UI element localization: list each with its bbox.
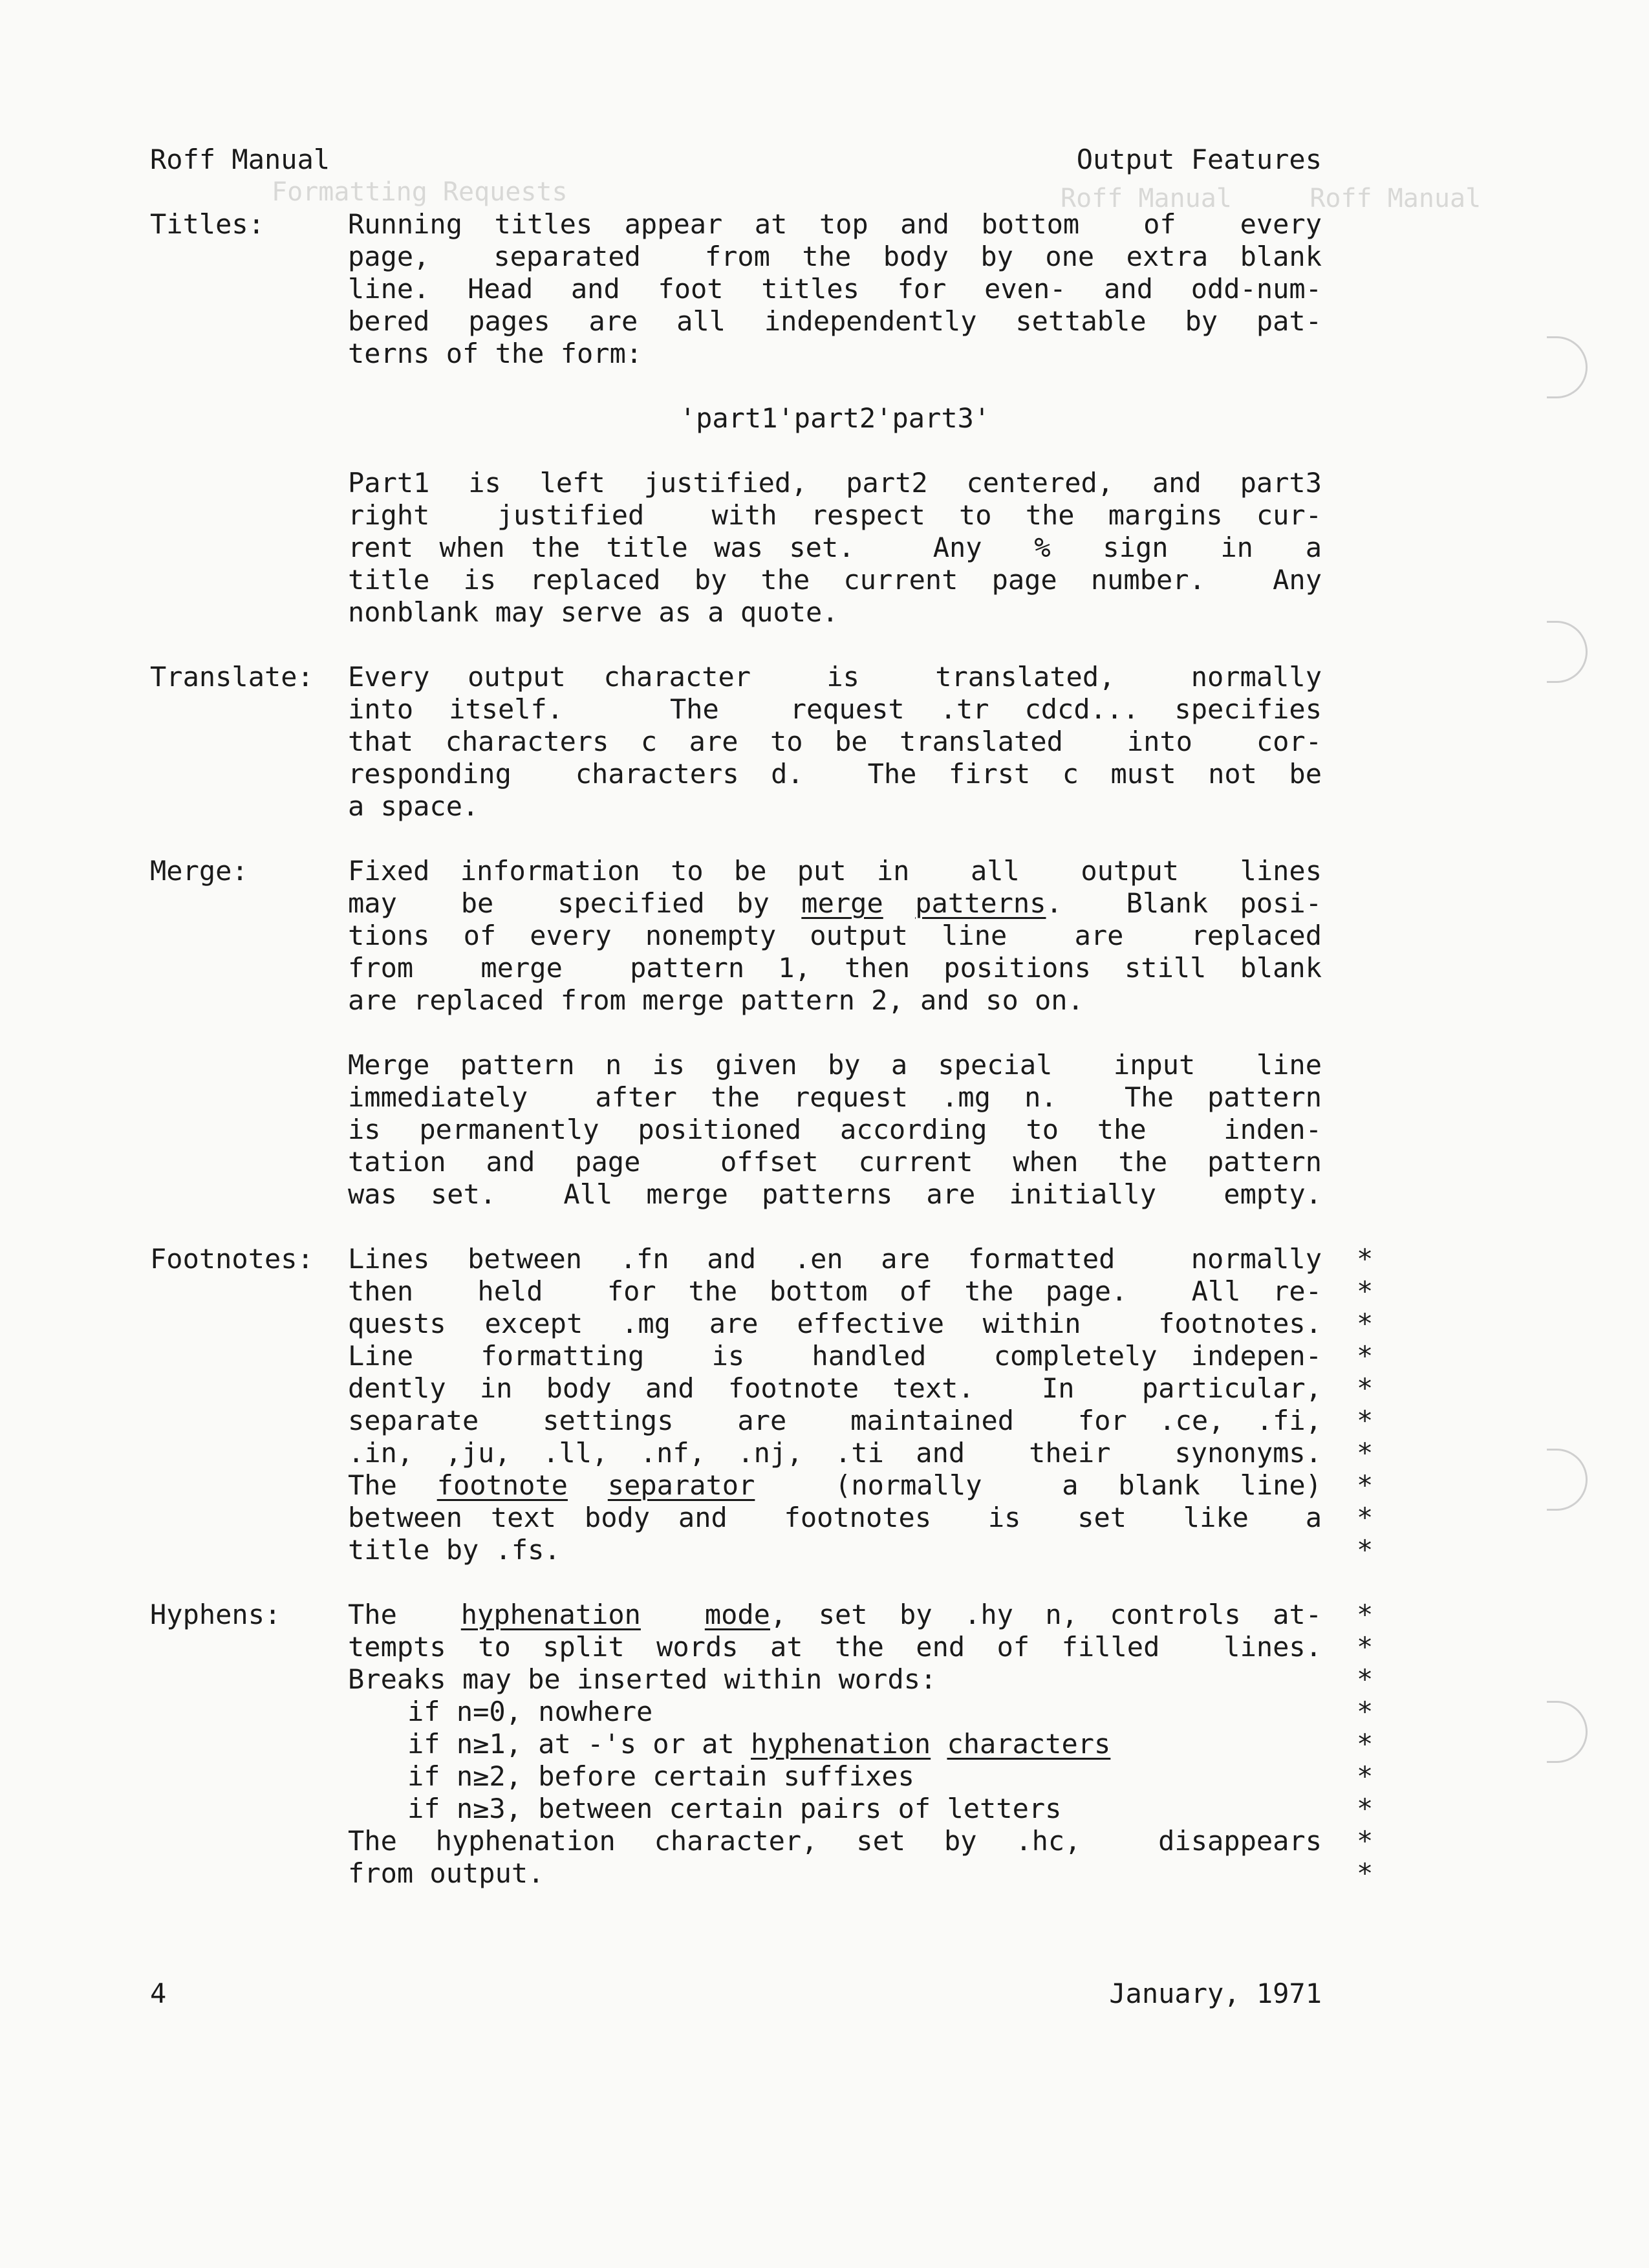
change-mark: *: [1357, 1308, 1374, 1339]
text-line: tions of every nonempty output line are replaced: [348, 920, 1322, 951]
show-through: Roff Manual Roff Manual: [1061, 184, 1482, 213]
text-line: page, separated from the body by one extra blank: [348, 241, 1322, 272]
punch-hole: [1547, 621, 1588, 683]
text-line: .in, ,ju, .ll, .nf, .nj, .ti and their synonyms.: [348, 1437, 1322, 1469]
change-mark: *: [1357, 1275, 1374, 1307]
section-label: Footnotes:: [150, 1243, 314, 1275]
text-line: tation and page offset current when the pattern: [348, 1146, 1322, 1178]
change-mark: *: [1357, 1663, 1374, 1695]
text-line: between text body and footnotes is set like a: [348, 1502, 1322, 1533]
change-mark: *: [1357, 1437, 1374, 1469]
text-line: title is replaced by the current page number. Any: [348, 564, 1322, 596]
text-line: right justified with respect to the margins cur-: [348, 499, 1322, 531]
punch-hole: [1547, 1449, 1588, 1511]
text-line: Part1 is left justified, part2 centered, and part3: [348, 467, 1322, 499]
text-line: Fixed information to be put in all output lines: [348, 855, 1322, 887]
page-number: 4: [150, 1978, 167, 2009]
term-mode: mode: [704, 1599, 770, 1630]
text-line: title by .fs.: [348, 1534, 561, 1566]
text-line: Line formatting is handled completely indepen-: [348, 1340, 1322, 1372]
header-right: Output Features: [1076, 144, 1322, 175]
change-mark: *: [1357, 1728, 1374, 1760]
change-mark: *: [1357, 1243, 1374, 1275]
text-line: from output.: [348, 1857, 544, 1889]
text-line: responding characters d. The first c must not be: [348, 758, 1322, 790]
text-line: Every output character is translated, normally: [348, 661, 1322, 693]
change-mark: *: [1357, 1793, 1374, 1824]
change-mark: *: [1357, 1340, 1374, 1372]
text-line: if n=0, nowhere: [407, 1696, 653, 1727]
text-line: may be specified by merge patterns. Blank posi-: [348, 887, 1322, 919]
text-line: from merge pattern 1, then positions still blank: [348, 952, 1322, 984]
punch-hole: [1547, 336, 1588, 398]
text-line: Breaks may be inserted within words:: [348, 1663, 937, 1695]
text-line: into itself. The request .tr cdcd... specifies: [348, 693, 1322, 725]
term-merge: merge: [801, 887, 883, 919]
text-line: tempts to split words at the end of filled lines.: [348, 1631, 1322, 1663]
text-line: Running titles appear at top and bottom of every: [348, 208, 1322, 240]
section-label: Merge:: [150, 855, 248, 887]
text-line: a space.: [348, 790, 479, 822]
change-mark: *: [1357, 1631, 1374, 1663]
text-line: separate settings are maintained for .ce, .fi,: [348, 1405, 1322, 1436]
text-line: terns of the form:: [348, 338, 643, 369]
change-mark: *: [1357, 1599, 1374, 1630]
text-line: bered pages are all independently settable by pat-: [348, 305, 1322, 337]
text-line: then held for the bottom of the page. All re-: [348, 1275, 1322, 1307]
section-body: [348, 208, 1322, 629]
text-line: immediately after the request .mg n. The pattern: [348, 1081, 1322, 1113]
text-line: if n≥1, at -'s or at hyphenation characters: [407, 1728, 1111, 1760]
section-body: [348, 1599, 1322, 1890]
change-mark: *: [1357, 1534, 1374, 1566]
change-mark: *: [1357, 1696, 1374, 1727]
text-line: dently in body and footnote text. In particular,: [348, 1372, 1322, 1404]
text-line: Merge pattern n is given by a special input line: [348, 1049, 1322, 1081]
text-line: was set. All merge patterns are initially empty.: [348, 1178, 1322, 1210]
text-line: The hyphenation mode, set by .hy n, controls at-: [348, 1599, 1322, 1630]
term-characters: characters: [947, 1728, 1111, 1760]
term-footnote: footnote: [436, 1469, 568, 1501]
term-hyphenation: hyphenation: [751, 1728, 931, 1760]
punch-hole: [1547, 1701, 1588, 1763]
section-body: [348, 661, 1322, 823]
text-line: is permanently positioned according to the inden-: [348, 1114, 1322, 1145]
change-mark: *: [1357, 1857, 1374, 1889]
section-label: Hyphens:: [150, 1599, 281, 1630]
text-line: that characters c are to be translated into cor-: [348, 726, 1322, 757]
section-label: Translate:: [150, 661, 314, 693]
running-foot: [150, 1978, 1322, 2010]
change-mark: *: [1357, 1825, 1374, 1857]
text-line: quests except .mg are effective within footnotes.: [348, 1308, 1322, 1339]
header-left: Roff Manual: [150, 144, 330, 175]
text-line: The footnote separator (normally a blank line): [348, 1469, 1322, 1501]
text-line: nonblank may serve as a quote.: [348, 596, 839, 628]
running-head: [150, 144, 1322, 176]
term-hyphenation: hyphenation: [460, 1599, 641, 1630]
text-line: The hyphenation character, set by .hc, disappears: [348, 1825, 1322, 1857]
section-body: [348, 855, 1322, 1211]
footer-date: January, 1971: [1109, 1978, 1322, 2009]
change-mark: *: [1357, 1372, 1374, 1404]
change-mark: *: [1357, 1469, 1374, 1501]
change-mark: *: [1357, 1760, 1374, 1792]
text-line: are replaced from merge pattern 2, and so on.: [348, 984, 1084, 1016]
section-body: [348, 1243, 1322, 1566]
change-mark: *: [1357, 1405, 1374, 1436]
term-patterns: patterns: [915, 887, 1046, 919]
show-through: Formatting Requests: [272, 177, 568, 207]
change-mark: *: [1357, 1502, 1374, 1533]
term-separator: separator: [607, 1469, 755, 1501]
text-line: if n≥3, between certain pairs of letters: [407, 1793, 1062, 1824]
text-line: Lines between .fn and .en are formatted normally: [348, 1243, 1322, 1275]
title-pattern: 'part1'part2'part3': [679, 402, 991, 434]
section-label: Titles:: [150, 208, 265, 240]
text-line: rent when the title was set. Any % sign in a: [348, 532, 1322, 563]
text-line: line. Head and foot titles for even- and odd-num-: [348, 273, 1322, 305]
text-line: if n≥2, before certain suffixes: [407, 1760, 914, 1792]
